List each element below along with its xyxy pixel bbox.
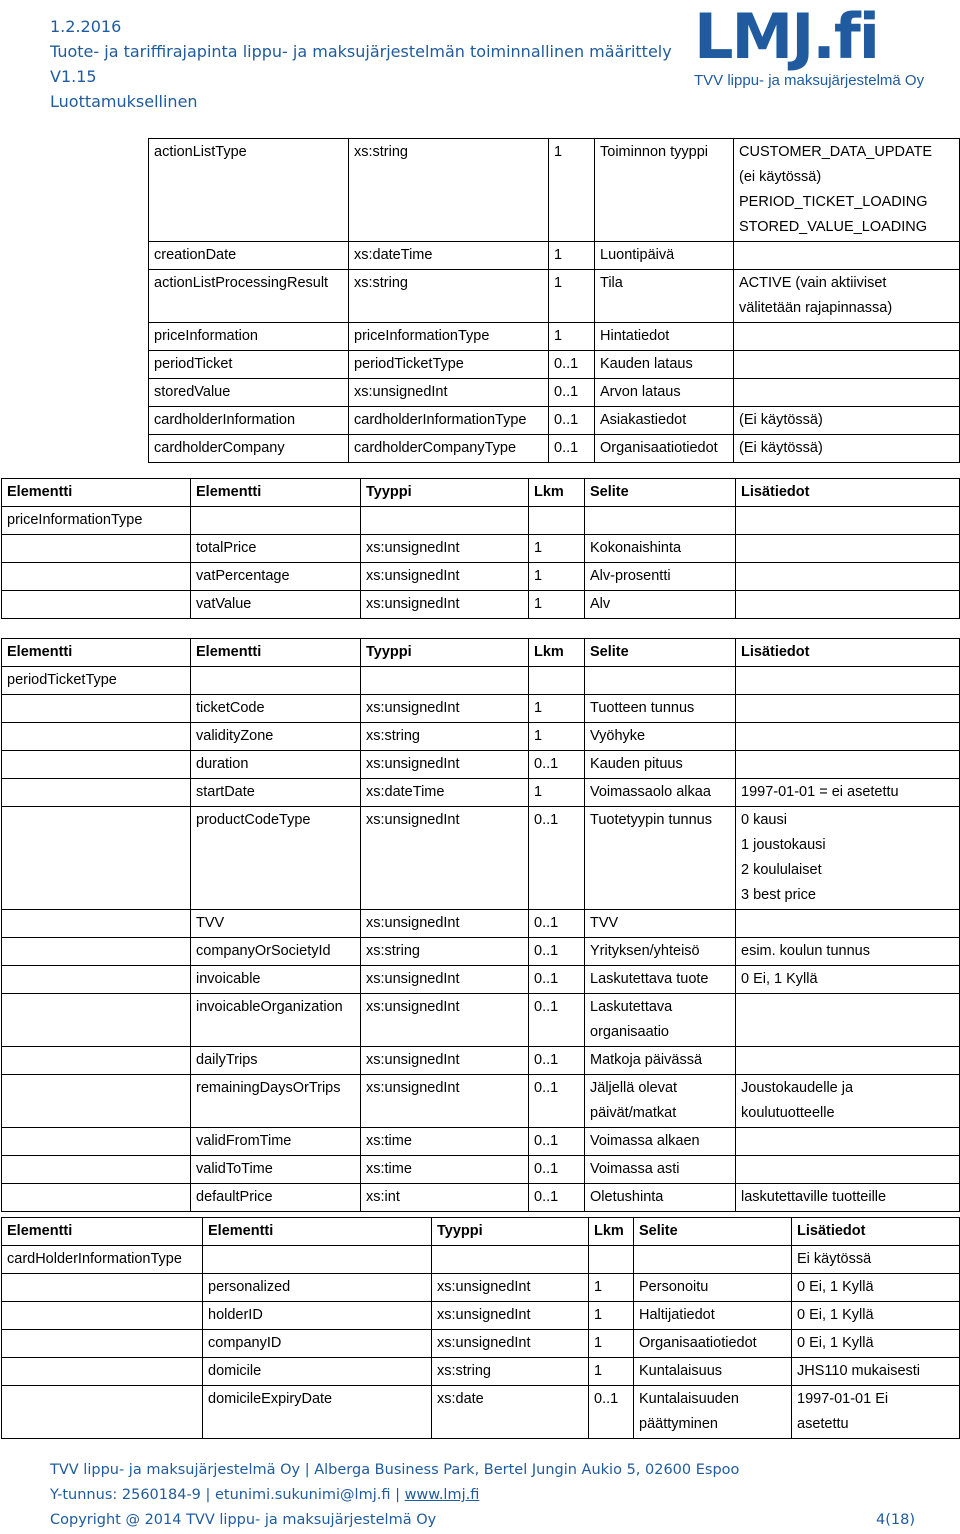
- empty-cell: [361, 507, 529, 535]
- column-header: Elementti: [191, 479, 361, 507]
- table-cell: totalPrice: [191, 535, 361, 563]
- table-cell: 1: [529, 723, 585, 751]
- table-cell: Kokonaishinta: [585, 535, 736, 563]
- indent-cell: [2, 1184, 191, 1212]
- table-cell: startDate: [191, 779, 361, 807]
- empty-cell: [432, 1246, 589, 1274]
- table-cell: 0..1: [549, 407, 595, 435]
- table-cell: dailyTrips: [191, 1047, 361, 1075]
- table-cell: [736, 1128, 960, 1156]
- table-cell: remainingDaysOrTrips: [191, 1075, 361, 1128]
- table-cell: 1: [549, 139, 595, 242]
- page-number: 4(18): [876, 1512, 915, 1528]
- period-ticket-table: [1, 638, 960, 1212]
- table-cell: validityZone: [191, 723, 361, 751]
- table-cell: esim. koulun tunnus: [736, 938, 960, 966]
- indent-cell: [2, 1386, 203, 1439]
- empty-cell: [589, 1246, 634, 1274]
- indent-cell: [2, 1330, 203, 1358]
- type-name: periodTicketType: [2, 667, 191, 695]
- table-cell: [734, 351, 960, 379]
- table-cell: xs:date: [432, 1386, 589, 1439]
- empty-cell: [361, 667, 529, 695]
- table-cell: Haltijatiedot: [634, 1302, 792, 1330]
- table-row: [149, 351, 960, 379]
- column-header: Elementti: [191, 639, 361, 667]
- table-cell: 0 kausi 1 joustokausi 2 koululaiset 3 best price: [736, 807, 960, 910]
- table-cell: Voimassa asti: [585, 1156, 736, 1184]
- table-cell: 0..1: [549, 379, 595, 407]
- table-cell: Alv: [585, 591, 736, 619]
- table-cell: personalized: [203, 1274, 432, 1302]
- empty-cell: [191, 507, 361, 535]
- table-cell: 0 Ei, 1 Kyllä: [792, 1330, 960, 1358]
- table-cell: Oletushinta: [585, 1184, 736, 1212]
- table-cell: TVV: [191, 910, 361, 938]
- table-row: [149, 139, 960, 242]
- table-cell: 1: [589, 1302, 634, 1330]
- table-cell: priceInformation: [149, 323, 349, 351]
- table-cell: 0..1: [589, 1386, 634, 1439]
- table-cell: 0..1: [529, 1128, 585, 1156]
- table-cell: Arvon lataus: [595, 379, 734, 407]
- indent-cell: [2, 910, 191, 938]
- table-cell: [736, 994, 960, 1047]
- column-header: Lisätiedot: [736, 479, 960, 507]
- table-row: [2, 994, 960, 1047]
- table-cell: Toiminnon tyyppi: [595, 139, 734, 242]
- table-cell: xs:string: [349, 139, 549, 242]
- table-cell: actionListProcessingResult: [149, 270, 349, 323]
- table-cell: Kuntalaisuus: [634, 1358, 792, 1386]
- table-cell: cardholderInformation: [149, 407, 349, 435]
- table-row: [2, 1047, 960, 1075]
- column-header: Lkm: [529, 639, 585, 667]
- table-cell: periodTicket: [149, 351, 349, 379]
- table-row: [149, 270, 960, 323]
- table-row: [2, 807, 960, 910]
- table-row: [2, 1274, 960, 1302]
- table-row: [149, 407, 960, 435]
- table-cell: xs:unsignedInt: [361, 563, 529, 591]
- table-cell: [736, 695, 960, 723]
- indent-cell: [2, 1302, 203, 1330]
- table-cell: 1: [589, 1330, 634, 1358]
- table-cell: xs:string: [361, 723, 529, 751]
- table-cell: [734, 323, 960, 351]
- table-row: [2, 779, 960, 807]
- table-cell: 0 Ei, 1 Kyllä: [792, 1274, 960, 1302]
- column-header: Selite: [585, 479, 736, 507]
- table-cell: Jäljellä olevat päivät/matkat: [585, 1075, 736, 1128]
- table-cell: xs:int: [361, 1184, 529, 1212]
- table-cell: 0 Ei, 1 Kyllä: [792, 1302, 960, 1330]
- table-cell: 0..1: [529, 751, 585, 779]
- table-cell: cardholderInformationType: [349, 407, 549, 435]
- table-cell: 0..1: [529, 938, 585, 966]
- table-cell: duration: [191, 751, 361, 779]
- header-version: V1.15: [50, 67, 97, 86]
- indent-cell: [2, 1128, 191, 1156]
- table-row: [2, 1156, 960, 1184]
- table-cell: Voimassa alkaen: [585, 1128, 736, 1156]
- table-cell: 0..1: [529, 1156, 585, 1184]
- table-cell: xs:time: [361, 1156, 529, 1184]
- indent-cell: [2, 966, 191, 994]
- table-cell: 1: [549, 323, 595, 351]
- table-cell: xs:time: [361, 1128, 529, 1156]
- table-cell: xs:dateTime: [361, 779, 529, 807]
- empty-cell: [736, 667, 960, 695]
- table-cell: xs:string: [361, 938, 529, 966]
- table-cell: 1: [529, 563, 585, 591]
- empty-cell: [585, 507, 736, 535]
- empty-cell: [634, 1246, 792, 1274]
- indent-cell: [2, 1274, 203, 1302]
- indent-cell: [2, 591, 191, 619]
- header-classification: Luottamuksellinen: [50, 92, 198, 111]
- table-cell: Organisaatiotiedot: [634, 1330, 792, 1358]
- table-cell: Matkoja päivässä: [585, 1047, 736, 1075]
- table-cell: 1997-01-01 = ei asetettu: [736, 779, 960, 807]
- table-cell: holderID: [203, 1302, 432, 1330]
- table-cell: (Ei käytössä): [734, 435, 960, 463]
- table-row: [2, 535, 960, 563]
- table-cell: vatValue: [191, 591, 361, 619]
- column-header: Elementti: [2, 479, 191, 507]
- logo-text: LMJ.fi: [694, 0, 879, 73]
- table-cell: xs:unsignedInt: [361, 1047, 529, 1075]
- indent-cell: [2, 1358, 203, 1386]
- table-cell: 0..1: [529, 966, 585, 994]
- table-cell: Kauden lataus: [595, 351, 734, 379]
- footer-address: TVV lippu- ja maksujärjestelmä Oy | Alberga Business Park, Bertel Jungin Aukio 5, 02600 Espoo: [50, 1462, 740, 1478]
- table-cell: 1: [529, 591, 585, 619]
- header-row: [2, 1218, 960, 1246]
- table-cell: xs:unsignedInt: [432, 1302, 589, 1330]
- table-cell: Vyöhyke: [585, 723, 736, 751]
- table-row: [2, 751, 960, 779]
- table-cell: defaultPrice: [191, 1184, 361, 1212]
- table-cell: xs:unsignedInt: [432, 1274, 589, 1302]
- column-header: Lkm: [529, 479, 585, 507]
- table-cell: Hintatiedot: [595, 323, 734, 351]
- table-row: [149, 379, 960, 407]
- type-title-row: [2, 1246, 960, 1274]
- indent-cell: [2, 938, 191, 966]
- table-cell: 1: [529, 535, 585, 563]
- table-cell: Tuotetyypin tunnus: [585, 807, 736, 910]
- table-cell: Alv-prosentti: [585, 563, 736, 591]
- price-information-table: [1, 478, 960, 619]
- table-cell: 0..1: [529, 807, 585, 910]
- column-header: Tyyppi: [361, 479, 529, 507]
- table-cell: Tuotteen tunnus: [585, 695, 736, 723]
- table-cell: (Ei käytössä): [734, 407, 960, 435]
- footer-copyright: Copyright @ 2014 TVV lippu- ja maksujärjestelmä Oy: [50, 1512, 437, 1528]
- table-row: [149, 435, 960, 463]
- indent-cell: [2, 563, 191, 591]
- table-cell: [736, 535, 960, 563]
- table-cell: cardholderCompanyType: [349, 435, 549, 463]
- type-title-row: [2, 667, 960, 695]
- table-cell: 1: [549, 270, 595, 323]
- column-header: Elementti: [2, 1218, 203, 1246]
- table-cell: Joustokaudelle ja koulutuotteelle: [736, 1075, 960, 1128]
- table-cell: [736, 751, 960, 779]
- table-cell: [734, 379, 960, 407]
- column-header: Elementti: [203, 1218, 432, 1246]
- table-row: [2, 1386, 960, 1439]
- table-cell: productCodeType: [191, 807, 361, 910]
- table-row: [2, 1358, 960, 1386]
- indent-cell: [2, 751, 191, 779]
- header-title: Tuote- ja tariffirajapinta lippu- ja maksujärjestelmän toiminnallinen määrittely: [50, 42, 672, 61]
- table-cell: xs:unsignedInt: [361, 1075, 529, 1128]
- table-cell: xs:unsignedInt: [361, 807, 529, 910]
- table-row: [2, 1302, 960, 1330]
- empty-cell: [203, 1246, 432, 1274]
- table-cell: xs:string: [349, 270, 549, 323]
- table-cell: 1: [589, 1358, 634, 1386]
- empty-cell: [529, 507, 585, 535]
- table-cell: JHS110 mukaisesti: [792, 1358, 960, 1386]
- table-cell: companyOrSocietyId: [191, 938, 361, 966]
- table-row: [2, 910, 960, 938]
- empty-cell: [736, 507, 960, 535]
- indent-cell: [2, 695, 191, 723]
- table-cell: xs:unsignedInt: [361, 535, 529, 563]
- column-header: Lisätiedot: [792, 1218, 960, 1246]
- action-list-table: [148, 138, 960, 463]
- table-cell: 1997-01-01 Ei asetettu: [792, 1386, 960, 1439]
- table-cell: xs:unsignedInt: [361, 695, 529, 723]
- table-cell: xs:unsignedInt: [361, 994, 529, 1047]
- table-cell: [736, 910, 960, 938]
- indent-cell: [2, 1156, 191, 1184]
- table-cell: CUSTOMER_DATA_UPDATE (ei käytössä) PERIOD_TICKET_LOADING STORED_VALUE_LOADING: [734, 139, 960, 242]
- table-row: [2, 1128, 960, 1156]
- table-row: [149, 242, 960, 270]
- table-cell: periodTicketType: [349, 351, 549, 379]
- type-title-row: [2, 507, 960, 535]
- table-row: [2, 723, 960, 751]
- table-cell: actionListType: [149, 139, 349, 242]
- indent-cell: [2, 994, 191, 1047]
- table-cell: Organisaatiotiedot: [595, 435, 734, 463]
- table-cell: 1: [529, 695, 585, 723]
- footer-website-link[interactable]: www.lmj.fi: [404, 1487, 480, 1503]
- empty-cell: [585, 667, 736, 695]
- table-cell: 0..1: [529, 994, 585, 1047]
- document-header: [50, 14, 672, 114]
- indent-cell: [2, 723, 191, 751]
- table-cell: [736, 591, 960, 619]
- table-cell: Voimassaolo alkaa: [585, 779, 736, 807]
- table-cell: Tila: [595, 270, 734, 323]
- table-cell: vatPercentage: [191, 563, 361, 591]
- table-cell: Laskutettava organisaatio: [585, 994, 736, 1047]
- column-header: Selite: [634, 1218, 792, 1246]
- empty-cell: [191, 667, 361, 695]
- table-cell: 1: [549, 242, 595, 270]
- table-cell: 0 Ei, 1 Kyllä: [736, 966, 960, 994]
- table-cell: invoicableOrganization: [191, 994, 361, 1047]
- table-cell: creationDate: [149, 242, 349, 270]
- column-header: Tyyppi: [361, 639, 529, 667]
- table-cell: 0..1: [529, 1184, 585, 1212]
- footer-contact: [50, 1487, 479, 1503]
- table-row: [149, 323, 960, 351]
- table-cell: xs:dateTime: [349, 242, 549, 270]
- table-cell: xs:unsignedInt: [349, 379, 549, 407]
- footer-contact-text: Y-tunnus: 2560184-9 | etunimi.sukunimi@lmj.fi |: [50, 1487, 405, 1503]
- table-cell: storedValue: [149, 379, 349, 407]
- table-cell: 0..1: [529, 1047, 585, 1075]
- table-cell: laskutettaville tuotteille: [736, 1184, 960, 1212]
- table-cell: ticketCode: [191, 695, 361, 723]
- table-cell: Luontipäivä: [595, 242, 734, 270]
- table-cell: validFromTime: [191, 1128, 361, 1156]
- table-row: [2, 966, 960, 994]
- company-logo: [694, 0, 934, 100]
- table-row: [2, 1184, 960, 1212]
- empty-cell: [529, 667, 585, 695]
- column-header: Lisätiedot: [736, 639, 960, 667]
- indent-cell: [2, 779, 191, 807]
- header-date: 1.2.2016: [50, 17, 122, 36]
- type-note: Ei käytössä: [792, 1246, 960, 1274]
- table-cell: 1: [589, 1274, 634, 1302]
- table-cell: validToTime: [191, 1156, 361, 1184]
- type-name: priceInformationType: [2, 507, 191, 535]
- table-cell: Personoitu: [634, 1274, 792, 1302]
- table-cell: domicile: [203, 1358, 432, 1386]
- table-row: [2, 695, 960, 723]
- table-cell: xs:unsignedInt: [361, 591, 529, 619]
- table-cell: Kauden pituus: [585, 751, 736, 779]
- table-cell: 1: [529, 779, 585, 807]
- table-cell: 0..1: [529, 1075, 585, 1128]
- indent-cell: [2, 807, 191, 910]
- table-cell: invoicable: [191, 966, 361, 994]
- table-cell: Kuntalaisuuden päättyminen: [634, 1386, 792, 1439]
- logo-tagline: TVV lippu- ja maksujärjestelmä Oy: [694, 72, 925, 89]
- column-header: Lkm: [589, 1218, 634, 1246]
- table-cell: Asiakastiedot: [595, 407, 734, 435]
- header-row: [2, 639, 960, 667]
- table-cell: Yrityksen/yhteisö: [585, 938, 736, 966]
- column-header: Selite: [585, 639, 736, 667]
- table-cell: Laskutettava tuote: [585, 966, 736, 994]
- type-name: cardHolderInformationType: [2, 1246, 203, 1274]
- indent-cell: [2, 535, 191, 563]
- table-row: [2, 591, 960, 619]
- table-cell: ACTIVE (vain aktiiviset välitetään rajapinnassa): [734, 270, 960, 323]
- table-cell: 0..1: [549, 351, 595, 379]
- table-cell: domicileExpiryDate: [203, 1386, 432, 1439]
- table-cell: companyID: [203, 1330, 432, 1358]
- table-row: [2, 563, 960, 591]
- table-cell: xs:unsignedInt: [432, 1330, 589, 1358]
- table-cell: [736, 1156, 960, 1184]
- table-cell: [736, 563, 960, 591]
- column-header: Elementti: [2, 639, 191, 667]
- table-cell: [734, 242, 960, 270]
- indent-cell: [2, 1047, 191, 1075]
- table-row: [2, 1075, 960, 1128]
- table-cell: priceInformationType: [349, 323, 549, 351]
- table-cell: [736, 723, 960, 751]
- table-row: [2, 938, 960, 966]
- table-cell: xs:unsignedInt: [361, 751, 529, 779]
- table-cell: xs:unsignedInt: [361, 966, 529, 994]
- cardholder-information-table: [1, 1217, 960, 1439]
- table-row: [2, 1330, 960, 1358]
- table-cell: 0..1: [529, 910, 585, 938]
- table-cell: xs:string: [432, 1358, 589, 1386]
- column-header: Tyyppi: [432, 1218, 589, 1246]
- indent-cell: [2, 1075, 191, 1128]
- table-cell: xs:unsignedInt: [361, 910, 529, 938]
- table-cell: [736, 1047, 960, 1075]
- table-cell: TVV: [585, 910, 736, 938]
- table-cell: 0..1: [549, 435, 595, 463]
- table-cell: cardholderCompany: [149, 435, 349, 463]
- header-row: [2, 479, 960, 507]
